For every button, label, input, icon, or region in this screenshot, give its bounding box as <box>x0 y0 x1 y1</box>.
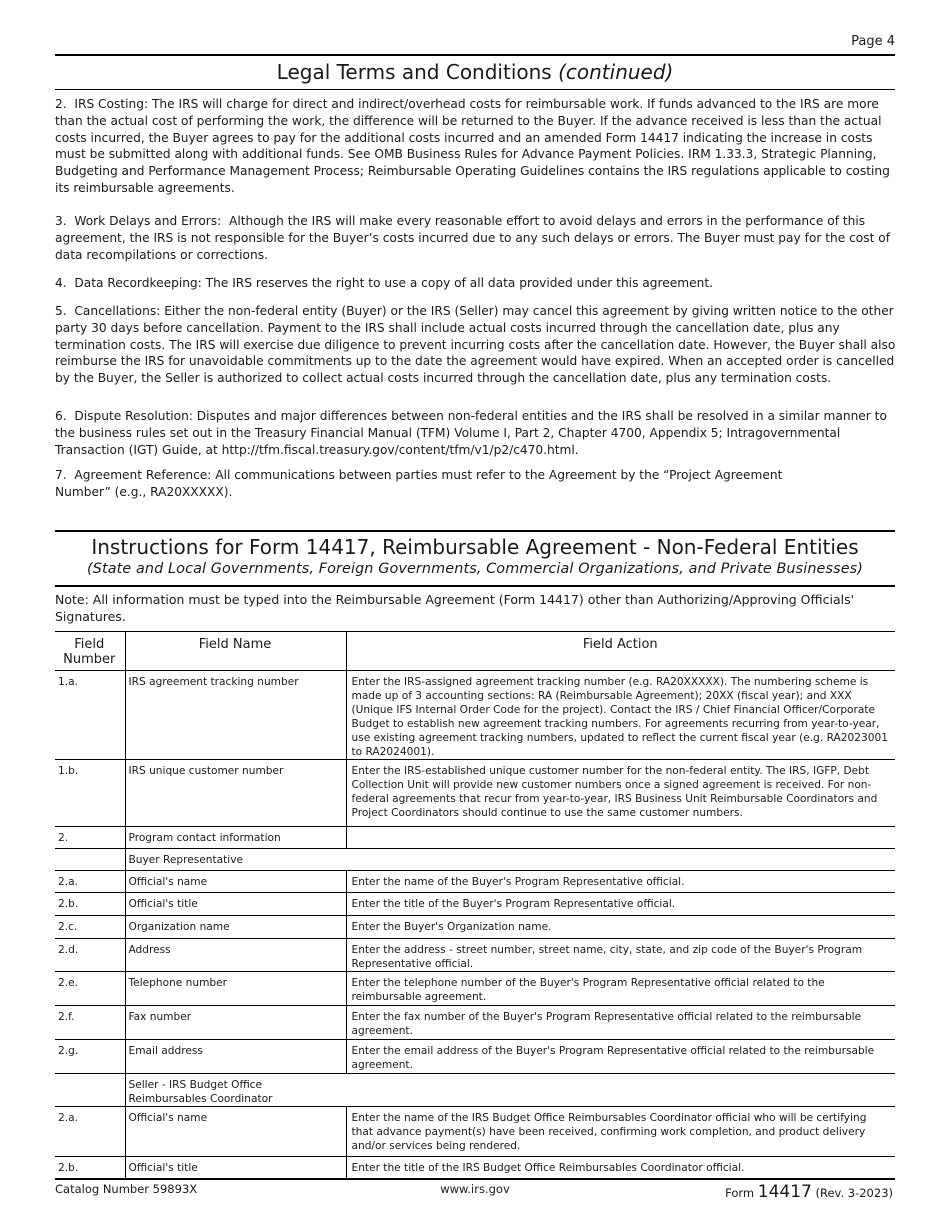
table-row <box>55 1157 895 1179</box>
field-name: Organization name <box>125 916 346 939</box>
field-number: 1.a. <box>55 671 125 760</box>
term-text: Disputes and major differences between non-federal entities and the IRS shall be resolved in a similar manner to the business rules set out in the Treasury Financial Manual (TFM) Volume I, Part 2, Chapter 4700, Appendix 5; Intragovernmental Transaction (IGT) Guide, at http://tfm.fiscal.treasury.gov/content/tfm/v1/p2/c470.html. <box>55 409 887 457</box>
table-row <box>55 1040 895 1074</box>
field-action: Enter the name of the Buyer's Program Representative official. <box>346 871 895 893</box>
form-revision: (Rev. 3-2023) <box>815 1186 893 1200</box>
instructions-top-rule <box>55 530 895 532</box>
field-number: 1.b. <box>55 760 125 827</box>
table-row <box>55 916 895 939</box>
instructions-subtitle-rule <box>55 585 895 587</box>
form-label: Form <box>725 1186 755 1200</box>
header-field-action: Field Action <box>346 632 895 671</box>
field-name: Address <box>125 939 346 972</box>
field-action: Enter the IRS-established unique customer number for the non-federal entity. The IRS, IGFP, Debt Collection Unit will provide new customer numbers once a signed agreement is received. For non-federal agreements that recur from year-to-year, IRS Business Unit Reimbursable Coordinators and Project Coordinators should continue to use the same customer numbers. <box>346 760 895 827</box>
term-label: 4. Data Recordkeeping: <box>55 276 202 290</box>
field-name: Official's name <box>125 1107 346 1157</box>
table-row <box>55 1107 895 1157</box>
field-action: Enter the title of the IRS Budget Office Reimbursables Coordinator official. <box>346 1157 895 1179</box>
table-header-row <box>55 632 895 671</box>
field-number: 2.d. <box>55 939 125 972</box>
legal-terms-title <box>55 60 895 84</box>
term-dispute-resolution <box>55 408 897 458</box>
table-row <box>55 972 895 1006</box>
field-instructions-table <box>55 631 895 1180</box>
field-number: 2.a. <box>55 1107 125 1157</box>
term-text: The IRS reserves the right to use a copy of all data provided under this agreement. <box>201 276 713 290</box>
field-name: Telephone number <box>125 972 346 1006</box>
term-work-delays <box>55 213 897 263</box>
term-data-recordkeeping <box>55 275 897 292</box>
field-action: Enter the fax number of the Buyer's Program Representative official related to the reimbursable agreement. <box>346 1006 895 1040</box>
term-irs-costing <box>55 96 897 197</box>
header-field-name: Field Name <box>125 632 346 671</box>
form-number: 14417 <box>757 1182 812 1202</box>
field-number: 2.e. <box>55 972 125 1006</box>
form-id <box>725 1182 893 1202</box>
table-row <box>55 827 895 849</box>
field-action: Enter the telephone number of the Buyer's Program Representative official related to the reimbursable agreement. <box>346 972 895 1006</box>
field-name: Email address <box>125 1040 346 1074</box>
instructions-title: Instructions for Form 14417, Reimbursable Agreement - Non-Federal Entities <box>91 535 859 559</box>
field-name: IRS agreement tracking number <box>125 671 346 760</box>
field-name: Official's name <box>125 871 346 893</box>
field-number: 2.b. <box>55 893 125 916</box>
field-number: 2.c. <box>55 916 125 939</box>
term-label: 5. Cancellations: <box>55 304 161 318</box>
field-number: 2.f. <box>55 1006 125 1040</box>
term-text: Although the IRS will make every reasonable effort to avoid delays and errors in the performance of this agreement, the IRS is not responsible for the Buyer’s costs incurred due to any such delays or errors. The Buyer must pay for the cost of data recompilations or corrections. <box>55 214 890 262</box>
table-row <box>55 760 895 827</box>
field-name: Official's title <box>125 893 346 916</box>
field-action: Enter the address - street number, street name, city, state, and zip code of the Buyer's Program Representative official. <box>346 939 895 972</box>
term-label: 3. Work Delays and Errors: <box>55 214 222 228</box>
field-action: Enter the email address of the Buyer's Program Representative official related to the reimbursable agreement. <box>346 1040 895 1074</box>
table-row <box>55 871 895 893</box>
field-number: 2.g. <box>55 1040 125 1074</box>
field-number: 2. <box>55 827 125 849</box>
field-number: 2.a. <box>55 871 125 893</box>
field-name: Buyer Representative <box>125 849 895 871</box>
field-action <box>346 827 895 849</box>
website-text[interactable]: www.irs.gov <box>440 1182 510 1196</box>
page-number: Page 4 <box>851 34 895 49</box>
field-name: Fax number <box>125 1006 346 1040</box>
term-text: Either the non-federal entity (Buyer) or the IRS (Seller) may cancel this agreement by giving written notice to the other party 30 days before cancellation. Payment to the IRS shall include actual costs incurred through the cancellation date, plus any termination costs. The IRS will exercise due diligence to prevent incurring costs after the cancellation date. However, the Buyer shall also reimburse the IRS for unavoidable commitments up to the date the agreement would have expired. When an accepted order is cancelled by the Buyer, the Seller is authorized to collect actual costs incurred through the cancellation date, plus any termination costs. <box>55 304 896 386</box>
field-action: Enter the name of the IRS Budget Office Reimbursables Coordinator official who will be certifying that advance payment(s) have been received, confirming work completion, and product delivery and/or services being rendered. <box>346 1107 895 1157</box>
legal-title-text: Legal Terms and Conditions <box>276 60 552 84</box>
table-row <box>55 671 895 760</box>
legal-title-rule <box>55 89 895 90</box>
field-number <box>55 1074 125 1107</box>
typing-note: Note: All information must be typed into the Reimbursable Agreement (Form 14417) other than Authorizing/Approving Officials' Signatures. <box>55 592 855 624</box>
table-row <box>55 893 895 916</box>
catalog-number: Catalog Number 59893X <box>55 1182 198 1196</box>
field-number <box>55 849 125 871</box>
table-subheading-row <box>55 1074 895 1107</box>
field-action: Enter the Buyer's Organization name. <box>346 916 895 939</box>
header-field-number: Field Number <box>55 632 125 671</box>
term-label: 7. Agreement Reference: <box>55 468 212 482</box>
legal-title-suffix: (continued) <box>558 60 674 84</box>
field-number: 2.b. <box>55 1157 125 1179</box>
field-name: Program contact information <box>125 827 346 849</box>
term-label: 2. IRS Costing: <box>55 97 149 111</box>
field-action: Enter the title of the Buyer's Program Representative official. <box>346 893 895 916</box>
term-text: The IRS will charge for direct and indirect/overhead costs for reimbursable work. If funds advanced to the IRS are more than the actual cost of performing the work, the difference will be returned to the Buyer. If the advance received is less than the actual costs incurred, the Buyer agrees to pay for the additional costs incurred and an amended Form 14417 indicating the increase in costs must be submitted along with additional funds. See OMB Business Rules for Advance Payment Policies. IRM 1.33.3, Strategic Planning, Budgeting and Performance Management Process; Reimbursable Operating Guidelines contains the IRS regulations applicable to costing its reimbursable agreements. <box>55 97 890 195</box>
table-row <box>55 1006 895 1040</box>
term-cancellations <box>55 303 897 387</box>
term-agreement-reference <box>55 467 815 501</box>
field-action: Enter the IRS-assigned agreement tracking number (e.g. RA20XXXXX). The numbering scheme is made up of 3 accounting sections: RA (Reimbursable Agreement); 20XX (fiscal year); and XXX (Unique IFS Internal Order Code for the project). Contact the IRS / Chief Financial Officer/Corporate Budget to establish new agreement tracking numbers. For agreements recurring from year-to-year, use existing agreement tracking numbers, updated to reflect the current fiscal year (e.g. RA2023001 to RA2024001). <box>346 671 895 760</box>
field-name: IRS unique customer number <box>125 760 346 827</box>
term-label: 6. Dispute Resolution: <box>55 409 193 423</box>
top-rule <box>55 54 895 56</box>
table-subheading-row <box>55 849 895 871</box>
term-text: All communications between parties must refer to the Agreement by the “Project Agreement Number” (e.g., RA20XXXXX). <box>55 468 783 499</box>
field-name: Seller - IRS Budget Office Reimbursables Coordinator <box>125 1074 895 1107</box>
field-name: Official's title <box>125 1157 346 1179</box>
table-row <box>55 939 895 972</box>
instructions-subtitle: (State and Local Governments, Foreign Governments, Commercial Organizations, and Private Businesses) <box>87 561 863 577</box>
